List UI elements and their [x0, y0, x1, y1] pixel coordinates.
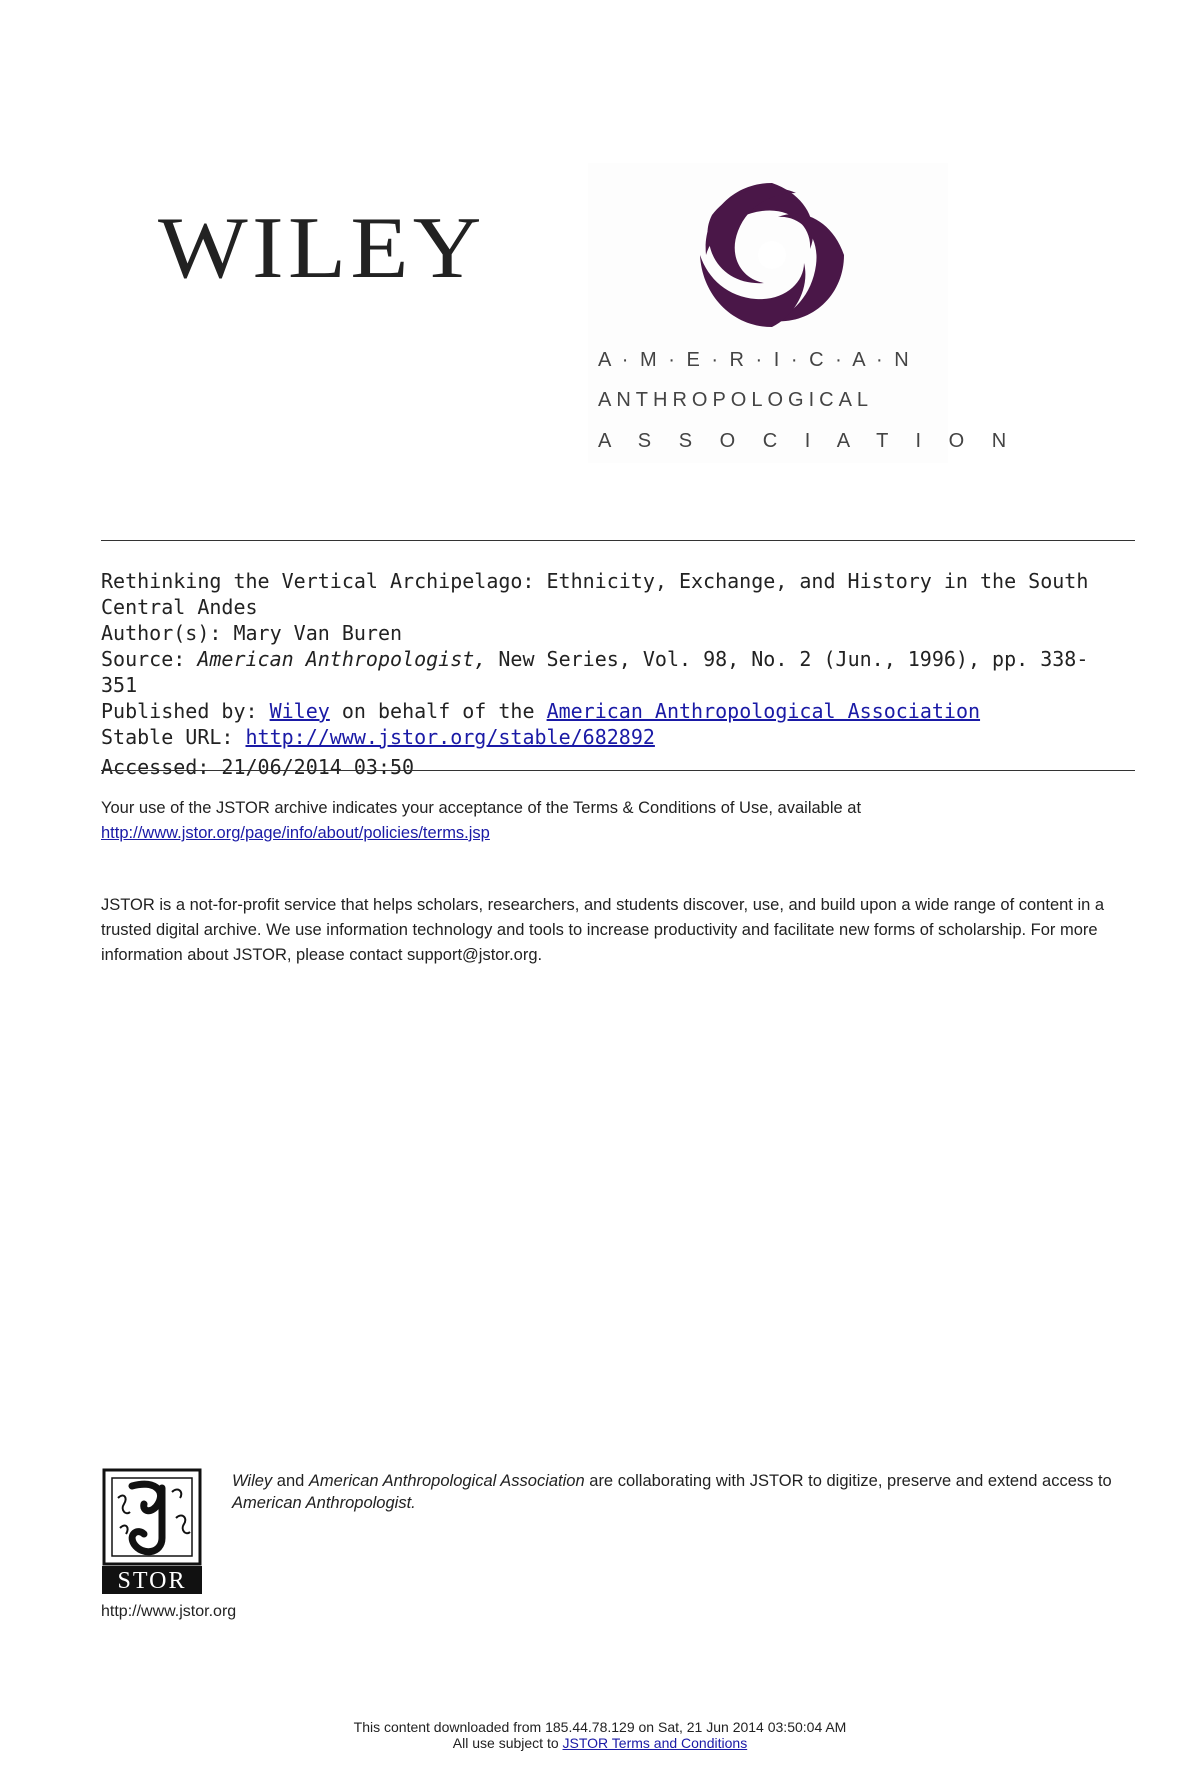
- terms-notice: [0, 1735, 1200, 1751]
- citation-block: [101, 568, 1121, 780]
- stable-url-link[interactable]: http://www.jstor.org/stable/682892: [245, 725, 655, 749]
- download-notice: This content downloaded from 185.44.78.129 on Sat, 21 Jun 2014 03:50:04 AM: [353, 1719, 847, 1735]
- aaa-line-3: A S S O C I A T I O N: [598, 430, 1018, 452]
- published-label: Published by:: [101, 699, 258, 723]
- collab-and: and: [276, 1472, 305, 1490]
- article-title: Rethinking the Vertical Archipelago: Ethnicity, Exchange, and History in the South Central Andes: [101, 569, 1089, 619]
- accessed-label: Accessed:: [101, 755, 210, 779]
- on-behalf-text: on behalf of the: [341, 699, 535, 723]
- source-details: New Series, Vol. 98, No. 2 (Jun., 1996), pp. 338-351: [101, 647, 1089, 697]
- stable-url-line: [101, 724, 1121, 750]
- collaboration-note: [232, 1470, 1112, 1514]
- aaa-link[interactable]: American Anthropological Association: [546, 699, 981, 723]
- collab-text: are collaborating with JSTOR to digitize, preserve and extend access to: [589, 1472, 1112, 1490]
- authors-label: Author(s):: [101, 621, 222, 645]
- about-paragraph: JSTOR is a not-for-profit service that helps scholars, researchers, and students discover, use, and build upon a wide range of content in a trusted digital archive. We use information technology and tools to increase productivity and facilitate new forms of scholarship. For more information about JSTOR, please contact support@jstor.org.: [101, 896, 1105, 964]
- authors-line: [101, 620, 1121, 646]
- source-line: [101, 646, 1121, 698]
- collab-journal: American Anthropologist.: [232, 1494, 416, 1512]
- top-divider: [101, 540, 1135, 541]
- jstor-url: http://www.jstor.org: [101, 1603, 237, 1620]
- aaa-swirl-icon: [692, 175, 852, 335]
- authors-value: Mary Van Buren: [233, 621, 403, 645]
- wiley-logo: WILEY: [158, 200, 486, 297]
- collab-org1: Wiley: [232, 1472, 273, 1490]
- source-label: Source:: [101, 647, 186, 671]
- accessed-value: 21/06/2014 03:50: [221, 755, 415, 779]
- aaa-line-2: ANTHROPOLOGICAL: [598, 389, 874, 411]
- stable-url-label: Stable URL:: [101, 725, 234, 749]
- jstor-terms-link[interactable]: JSTOR Terms and Conditions: [562, 1735, 748, 1751]
- aaa-line-1: A · M · E · R · I · C · A · N: [598, 349, 912, 371]
- terms-text: Your use of the JSTOR archive indicates your acceptance of the Terms & Conditions of Use, available at: [101, 799, 862, 817]
- collab-org2: American Anthropological Association: [308, 1472, 585, 1490]
- source-journal: American Anthropologist,: [197, 647, 487, 671]
- jstor-logo-text: STOR: [117, 1568, 187, 1594]
- jstor-logo: [102, 1468, 202, 1594]
- terms-link[interactable]: http://www.jstor.org/page/info/about/policies/terms.jsp: [101, 824, 490, 842]
- bottom-divider: [101, 770, 1135, 771]
- terms-notice-prefix: All use subject to: [452, 1735, 559, 1751]
- accessed-line: [101, 754, 1121, 780]
- publisher-link[interactable]: Wiley: [269, 699, 330, 723]
- terms-paragraph: [101, 796, 1131, 846]
- published-line: [101, 698, 1121, 724]
